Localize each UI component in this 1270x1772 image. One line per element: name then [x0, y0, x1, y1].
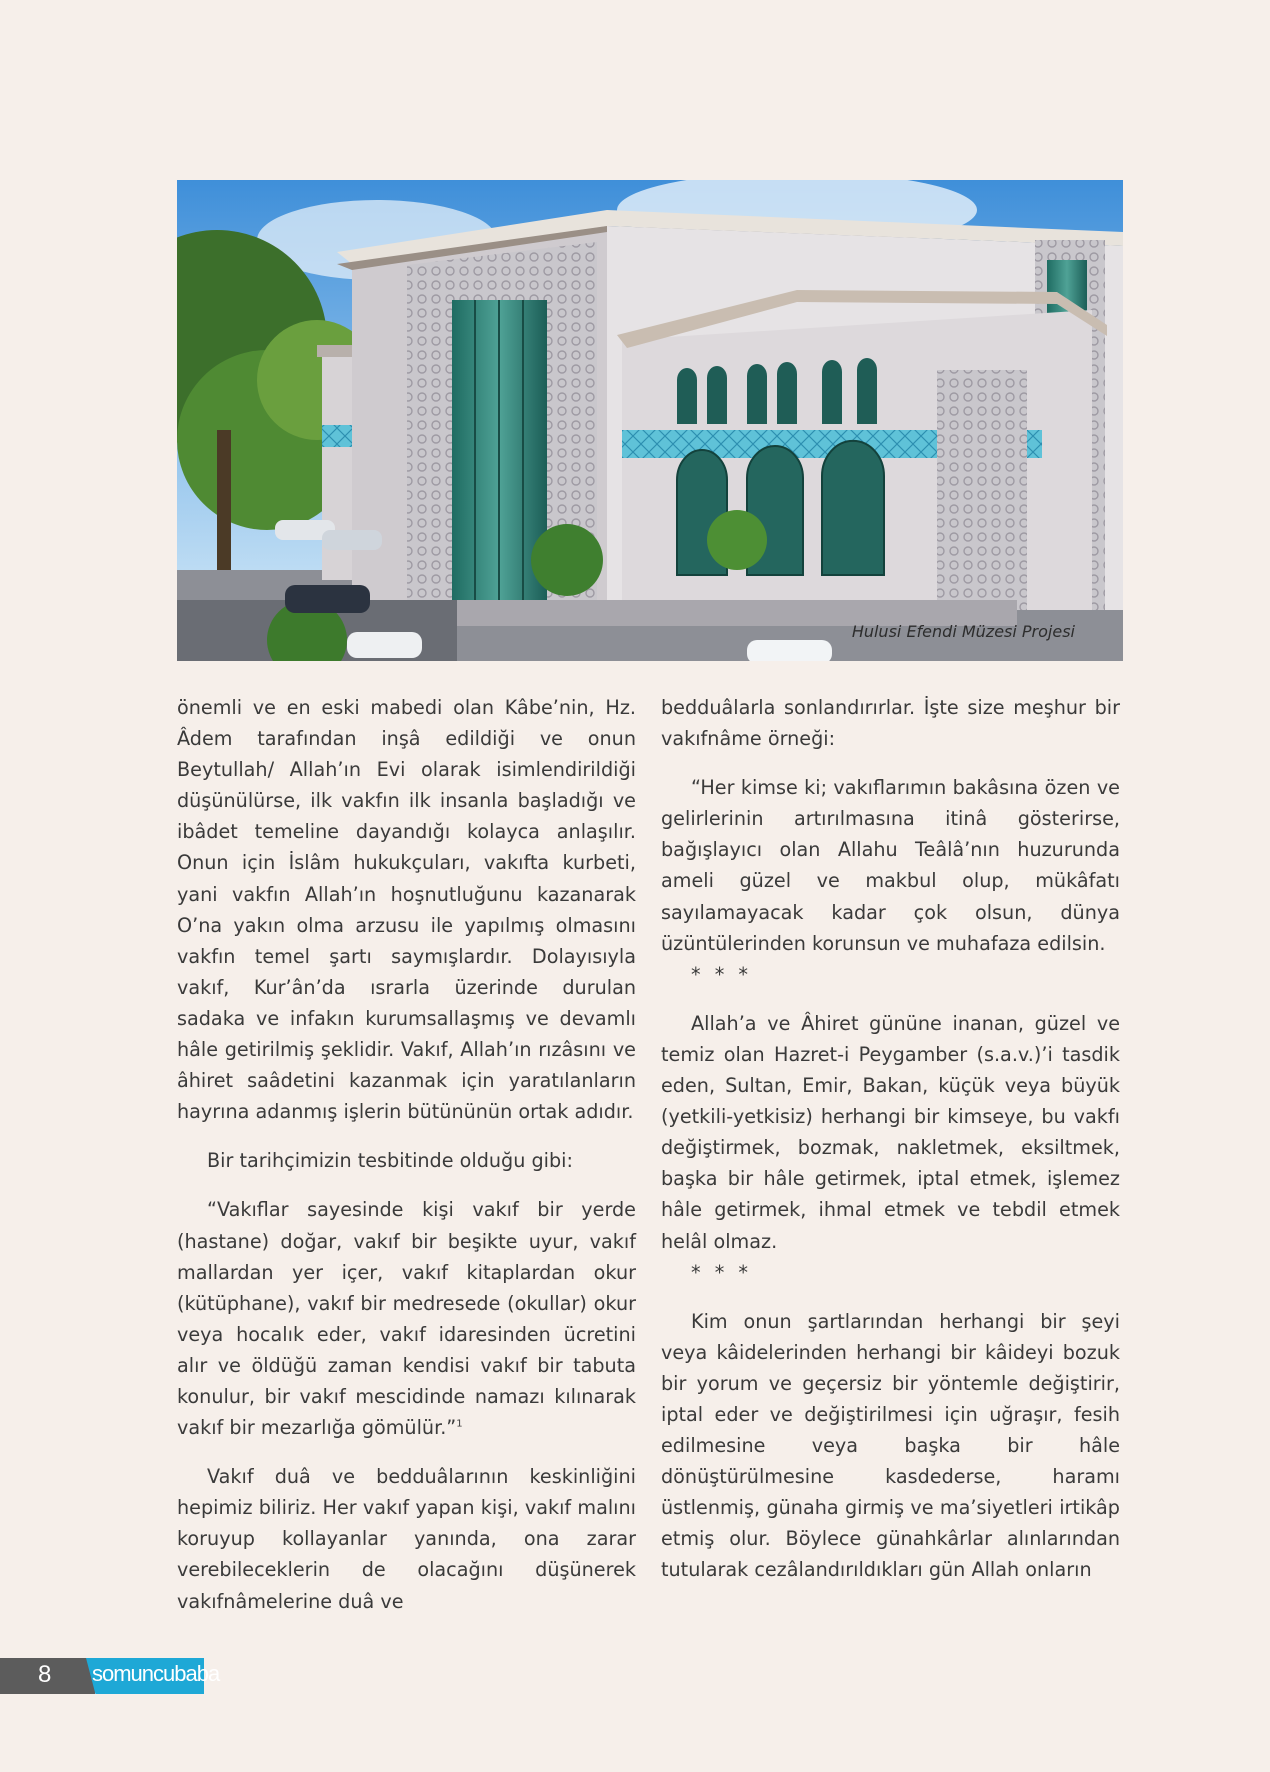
paragraph: Vakıf duâ ve bedduâlarının keskinliğini hepimiz biliriz. Her vakıf yapan kişi, vakıf malını koruyup kollayanlar yanında, ona zarar verebileceklerin de olacağını düşünerek vakıfnâmelerine duâ ve [177, 1465, 636, 1613]
section-separator: * * * [691, 962, 752, 986]
quote-text: “Vakıflar sayesinde kişi vakıf bir yerde (hastane) doğar, vakıf bir beşikte uyur, vakıf mallardan yer içer, vakıf kitaplardan okur (kütüphane), vakıf bir medresede (okullar) okur veya hocalık eder, vakıf idaresinden ücretini alır ve öldüğü zaman kendisi vakıf bir tabuta konulur, bir vakıf mescidinde namazı kılınarak vakıf bir mezarlığa gömülür.” [177, 1198, 636, 1440]
paragraph: bedduâlarla sonlandırırlar. İşte size meşhur bir vakıfnâme örneği: [661, 696, 1120, 751]
figure-caption: Hulusi Efendi Müzesi Projesi [851, 622, 1075, 641]
page-footer [0, 1658, 220, 1694]
page-number: 8 [38, 1661, 52, 1688]
paragraph: Allah’a ve Âhiret gününe inanan, güzel ve temiz olan Hazret-i Peygamber (s.a.v.)’i tasdik eden, Sultan, Emir, Bakan, küçük veya büyük (yetkili-yetkisiz) herhangi bir kimseye, bu vakfı değiştirmek, bozmak, nakletmek, eksiltmek, başka bir hâle getirmek, iptal etmek, işlemez hâle getirmek, ihmal etmek ve tebdil etmek helâl olmaz. [661, 1011, 1120, 1253]
brand-logo: somuncubaba [92, 1661, 220, 1686]
museum-rendering [177, 180, 1123, 661]
paragraph: Kim onun şartlarından herhangi bir şeyi veya kâidelerinden herhangi bir kâideyi bozuk bir yorum ve geçersiz bir yöntemle değiştirir, iptal eder ve değiştirilmesi için uğraşır, fesih edilmesine veya başka bir hâle dönüştürülmesine kasdederse, haramı üstlenmiş, günaha girmiş ve ma’siyetleri irtikâp etmiş olur. Böylece günahkârlar alınlarından tutularak cezâlandırıldıkları gün Allah onların [661, 1309, 1120, 1582]
left-column [177, 692, 636, 1617]
quote-paragraph: “Her kimse ki; vakıflarımın bakâsına özen ve gelirlerinin artırılmasına itinâ gösterirse, bağışlayıcı olan Allahu Teâlâ’nın huzurunda ameli güzel ve makbul olup, mükâfatı sayılamayacak kadar çok olsun, dünya üzüntülerinden korunsun ve muhafaza edilsin. [661, 776, 1120, 955]
paragraph: önemli ve en eski mabedi olan Kâbe’nin, Hz. Âdem tarafından inşâ edildiği ve onun Beytullah/ Allah’ın Evi olarak isimlendirildiği düşünülürse, ilk vakfın ilk insanla başladığı ve ibâdet temeline dayandığı kolayca anlaşılır. Onun için İslâm hukukçuları, vakıfta kurbeti, yani vakfın Allah’ın hoşnutluğunu kazanarak O’na yakın olma arzusu ile yapılmış olmasını vakfın temel şartı saymışlardır. Dolayısıyla vakıf, Kur’ân’da ısrarla üzerinde durulan sadaka ve infakın kurumsallaşmış ve devamlı hâle getirilmiş şeklidir. Vakıf, Allah’ın rızâsını ve âhiret saâdetini kazanmak için yaratılanların hayrına adanmış işlerin bütününün ortak adıdır. [177, 696, 636, 1124]
paragraph: Bir tarihçimizin tesbitinde olduğu gibi: [207, 1149, 573, 1173]
right-column [661, 692, 1120, 1586]
footnote-marker[interactable]: 1 [456, 1418, 463, 1430]
quote-paragraph [177, 1194, 636, 1443]
section-separator: * * * [691, 1260, 752, 1284]
hero-image [177, 180, 1123, 661]
